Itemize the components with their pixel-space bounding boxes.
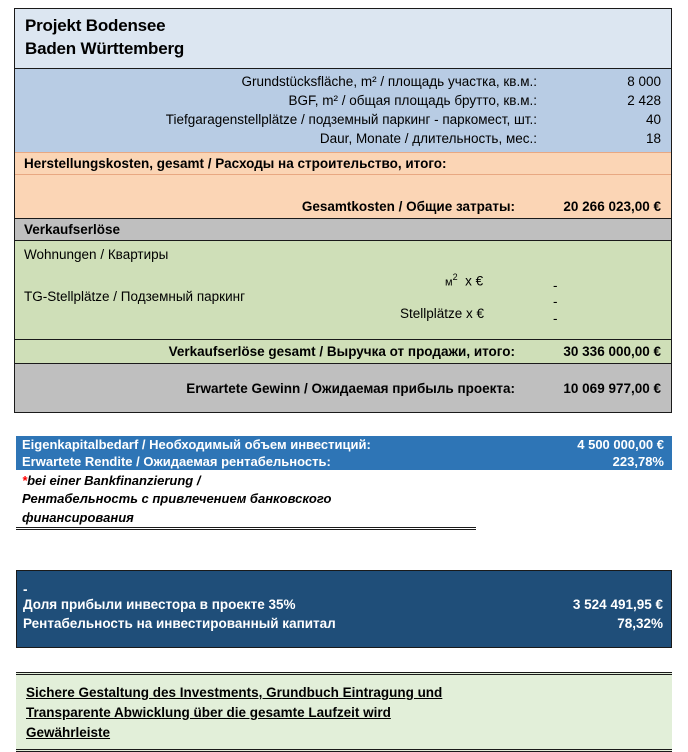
table-row: [16, 436, 672, 453]
parameter-label: Daur, Monate / длительность, мес.:: [319, 131, 537, 147]
construction-costs-block: [15, 153, 671, 219]
return-on-invested-capital-label: Рентабельность на инвестированный капитал: [23, 616, 336, 631]
bank-financing-footnote: [16, 470, 476, 530]
table-row: [15, 91, 671, 110]
parking-price-empty: -: [553, 294, 558, 310]
sales-revenue-section-label: Verkaufserlöse: [24, 222, 121, 238]
apartments-label: Wohnungen / Квартиры: [24, 247, 169, 263]
parking-unit-label: Stellplätze x €: [400, 306, 485, 322]
table-row: [15, 129, 671, 148]
equity-requirement-label: Eigenkapitalbedarf / Необходимый объем инвестиций:: [22, 437, 371, 452]
parameter-value: 40: [645, 112, 661, 128]
footnote-text-1: bei einer Bankfinanzierung /: [27, 473, 201, 488]
parameter-label: Grundstücksfläche, m² / площадь участка, кв.м.:: [241, 74, 537, 90]
sales-revenue-section-header: [15, 219, 671, 241]
apartments-unit-label: [445, 272, 483, 289]
parameter-value: 18: [645, 131, 661, 147]
table-row: [16, 453, 672, 470]
page-title-line-2: Baden Württemberg: [25, 38, 185, 58]
guarantee-statement-block: [16, 672, 672, 752]
investor-profit-share-label: Доля прибыли инвестора в проекте 35%: [23, 597, 296, 612]
footnote-line-3: финансирования: [22, 509, 134, 525]
project-title-band: [15, 9, 671, 69]
parking-amount-empty: -: [553, 311, 558, 327]
footnote-line-1: [22, 472, 476, 490]
footnote-asterisk: *: [22, 473, 28, 488]
investor-share-dash: -: [23, 582, 28, 597]
construction-costs-header-label: Herstellungskosten, gesamt / Расходы на строительство, итого:: [24, 156, 447, 172]
apartments-unit-superscript: 2: [452, 272, 458, 283]
apartments-unit-operator: x €: [465, 273, 484, 289]
sales-revenue-detail-block: [15, 241, 671, 339]
table-row: [17, 595, 671, 614]
equity-highlight-band: [16, 436, 672, 470]
parameter-label: Tiefgaragenstellplätze / подземный паркинг - паркомест, шт.:: [165, 112, 537, 128]
expected-profit-label: Erwartete Gewinn / Ожидаемая прибыль проекта:: [186, 380, 515, 396]
project-summary-table: [14, 8, 672, 413]
apartments-amount-empty: -: [553, 278, 558, 294]
guarantee-line-2: Transparente Abwicklung über die gesamte Laufzeit wird: [26, 704, 391, 720]
parameter-label: BGF, m² / общая площадь брутто, кв.м.:: [288, 93, 537, 109]
page-title-line-1: Projekt Bodensee: [25, 16, 166, 35]
total-costs-row: [15, 175, 671, 219]
guarantee-line-3: Gewährleiste: [26, 724, 111, 740]
total-costs-label: Gesamtkosten / Общие затраты:: [301, 199, 515, 215]
expected-return-label: Erwartete Rendite / Ожидаемая рентабельность:: [22, 454, 331, 469]
total-costs-value: 20 266 023,00 €: [563, 199, 661, 215]
parameter-value: 8 000: [627, 74, 661, 90]
guarantee-line-1: Sichere Gestaltung des Investments, Grundbuch Eintragung und: [26, 685, 443, 700]
construction-costs-header-row: [15, 153, 671, 175]
total-revenue-row: [15, 339, 671, 364]
table-row: [17, 614, 671, 633]
table-row: [15, 110, 671, 129]
expected-profit-row: [15, 364, 671, 412]
investor-profit-share-value: 3 524 491,95 €: [572, 597, 663, 612]
table-row: [15, 72, 671, 91]
parameter-value: 2 428: [627, 93, 661, 109]
expected-profit-value: 10 069 977,00 €: [563, 380, 661, 396]
investor-share-block: [16, 570, 672, 648]
return-on-invested-capital-value: 78,32%: [617, 616, 663, 631]
footnote-line-2: Рентабельность с привлечением банковского: [22, 491, 332, 507]
project-parameters-block: [15, 69, 671, 153]
parking-label: TG-Stellplätze / Подземный паркинг: [24, 289, 246, 305]
equity-requirement-value: 4 500 000,00 €: [577, 437, 664, 452]
equity-requirement-block: [16, 436, 672, 530]
expected-return-value: 223,78%: [612, 454, 664, 469]
total-revenue-label: Verkaufserlöse gesamt / Выручка от продажи, итого:: [168, 344, 515, 360]
total-revenue-value: 30 336 000,00 €: [563, 344, 661, 360]
apartments-unit-prefix: м: [445, 276, 453, 289]
